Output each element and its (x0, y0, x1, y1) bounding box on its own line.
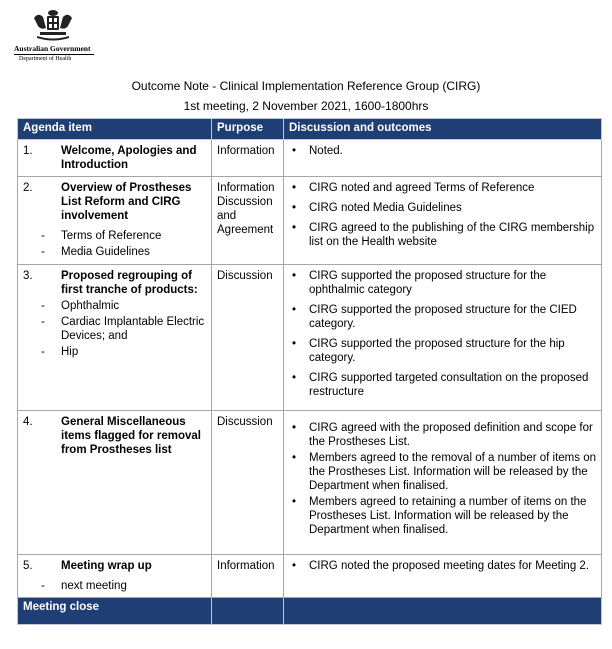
agenda-cell (18, 411, 212, 555)
bullet-icon: • (292, 145, 297, 157)
table-row (18, 411, 602, 555)
purpose-cell: Information (212, 555, 284, 598)
outcomes-cell (284, 140, 602, 177)
list-item: • CIRG agreed to the publishing of the CIRG membership list on the Health website (289, 221, 596, 249)
list-item: - Cardiac Implantable Electric Devices; and (41, 316, 205, 342)
purpose-cell: Discussion (212, 411, 284, 555)
agenda-title: General Miscellaneous items flagged for removal from Prostheses list (61, 416, 201, 456)
agenda-number: 2. (23, 182, 33, 194)
document-subtitle: 1st meeting, 2 November 2021, 1600-1800hrs (183, 99, 429, 113)
bullet-icon: • (292, 202, 297, 214)
header-agenda-item: Agenda item (18, 119, 212, 140)
meeting-close-row (18, 598, 602, 625)
agenda-title: Meeting wrap up (61, 560, 152, 572)
agenda-cell (18, 555, 212, 598)
table-row (18, 177, 602, 265)
bullet-icon: • (292, 182, 297, 194)
bullet-icon: • (292, 422, 297, 434)
list-item: - Terms of Reference (41, 230, 162, 242)
table-header-row (18, 119, 602, 140)
list-item: • CIRG noted Media Guidelines (289, 201, 596, 215)
bullet-icon: • (292, 338, 297, 350)
outcomes-cell (284, 411, 602, 555)
list-item: • Members agreed to retaining a number of items on the Prostheses List. Information will be released by the Department when finalised. (289, 495, 596, 537)
table-row (18, 265, 602, 411)
bullet-icon: • (292, 304, 297, 316)
government-logo (14, 8, 104, 63)
bullet-icon: • (292, 222, 297, 234)
coat-of-arms-icon (32, 8, 74, 42)
agenda-title: Welcome, Apologies and Introduction (61, 145, 197, 171)
agenda-title: Overview of Prostheses List Reform and CIRG involvement (61, 182, 192, 222)
purpose-cell: Information (212, 140, 284, 177)
list-item: • CIRG noted and agreed Terms of Reference (289, 181, 596, 195)
header-discussion: Discussion and outcomes (284, 119, 602, 140)
list-item: • CIRG supported targeted consultation on the proposed restructure (289, 371, 596, 399)
agenda-cell (18, 265, 212, 411)
agenda-cell (18, 177, 212, 265)
agenda-table (17, 118, 602, 625)
list-item: • CIRG supported the proposed structure for the ophthalmic category (289, 269, 596, 297)
empty-cell (212, 598, 284, 625)
outcomes-cell (284, 265, 602, 411)
list-item: - Ophthalmic (41, 300, 120, 312)
outcomes-cell (284, 555, 602, 598)
agenda-cell (18, 140, 212, 177)
bullet-icon: • (292, 496, 297, 508)
list-item: • CIRG noted the proposed meeting dates for Meeting 2. (289, 559, 596, 573)
table-row (18, 140, 602, 177)
agenda-number: 1. (23, 145, 33, 157)
list-item: - Hip (41, 346, 79, 358)
bullet-icon: • (292, 372, 297, 384)
outcomes-cell (284, 177, 602, 265)
purpose-cell: Discussion (212, 265, 284, 411)
list-item: - next meeting (41, 580, 127, 592)
bullet-icon: • (292, 452, 297, 464)
list-item: • CIRG agreed with the proposed definition and scope for the Prostheses List. (289, 421, 596, 449)
agenda-number: 4. (23, 416, 33, 428)
header-purpose: Purpose (212, 119, 284, 140)
list-item: • CIRG supported the proposed structure for the CIED category. (289, 303, 596, 331)
list-item: • CIRG supported the proposed structure for the hip category. (289, 337, 596, 365)
purpose-cell: Information Discussion and Agreement (212, 177, 284, 265)
meeting-close-label: Meeting close (18, 598, 212, 625)
bullet-icon: • (292, 270, 297, 282)
bullet-icon: • (292, 560, 297, 572)
list-item: • Members agreed to the removal of a number of items on the Prostheses List. Information will be released by the Department when finalised. (289, 451, 596, 493)
department-name: Department of Health (19, 56, 72, 62)
government-name: Australian Government (14, 44, 91, 53)
document-title: Outcome Note - Clinical Implementation Reference Group (CIRG) (131, 79, 481, 93)
empty-cell (284, 598, 602, 625)
agenda-number: 3. (23, 270, 33, 282)
list-item: - Media Guidelines (41, 246, 150, 258)
agenda-title: Proposed regrouping of first tranche of products: (61, 270, 198, 296)
agenda-number: 5. (23, 560, 33, 572)
list-item: • Noted. (289, 144, 596, 158)
table-row (18, 555, 602, 598)
